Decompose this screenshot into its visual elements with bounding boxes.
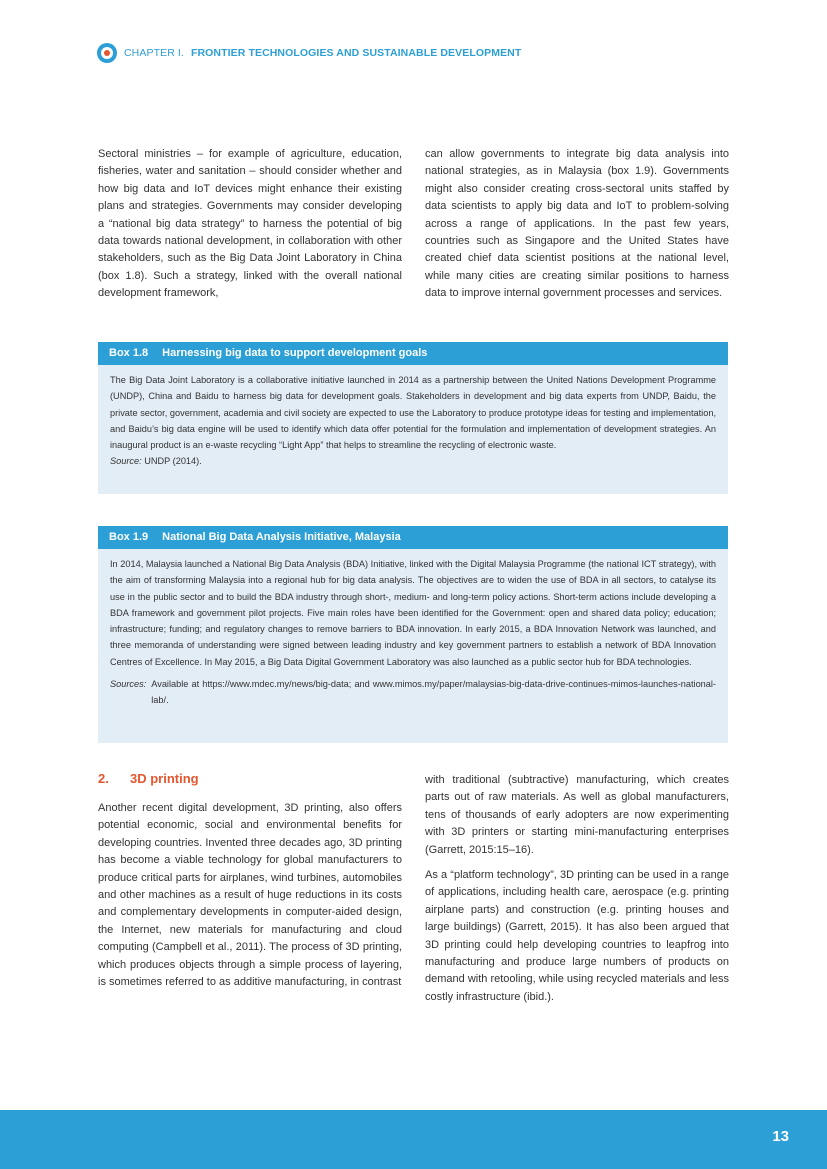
target-logo-icon bbox=[97, 43, 117, 63]
section-number: 2. bbox=[98, 771, 109, 786]
box-1-9-title: National Big Data Analysis Initiative, Malaysia bbox=[162, 531, 401, 543]
box-1-8-source-text: UNDP (2014). bbox=[144, 456, 202, 467]
chapter-title: FRONTIER TECHNOLOGIES AND SUSTAINABLE DEVELOPMENT bbox=[190, 47, 522, 59]
box-1-8-header bbox=[98, 342, 728, 365]
page-number: 13 bbox=[772, 1128, 789, 1145]
page-header bbox=[97, 42, 521, 64]
section-left-column bbox=[98, 800, 402, 999]
box-1-9-body: In 2014, Malaysia launched a National Big Data Analysis (BDA) Initiative, linked with the Digital Malaysia Programme (the national ICT strategy), with the aim of transforming Malaysia into a regional hub for big data analysis. The objectives are to widen the use of BDA in all sectors, to catalyse its use in the public sector and to build the BDA industry through short-, medium- and long-term policy actions. Short-term actions include developing a BDA framework and government pilot projects. Five main roles have been identified for the Government: open and shared data policy; education; infrastructure; funding; and regulatory changes to remove barriers to BDA innovation. In early 2015, a BDA Innovation Network was launched, and three memoranda of understanding were signed between leading industry and key government partners to establish a network of BDA Innovation Centres of Excellence. In May 2015, a Big Data Digital Government Laboratory was also launched as a public sector hub for BDA technologies. bbox=[110, 559, 716, 667]
page-footer bbox=[0, 1110, 827, 1169]
section-right-paragraph-1: with traditional (subtractive) manufacturing, which creates parts out of raw materials. As well as global manufacturers, tens of thousands of early adopters are now experimenting with 3D printers or starting mini-manufacturing enterprises (Garrett, 2015:15–16). bbox=[425, 774, 729, 856]
section-right-paragraph-2: As a “platform technology”, 3D printing can be used in a range of applications, including health care, aerospace (e.g. printing airplane parts) and construction (e.g. printing houses and large buildings) (Garrett, 2015). It has also been argued that 3D printing could help developing countries to leapfrog into manufacturing and produce large numbers of products on demand with retooling, while using recycled materials and less costly infrastructure (ibid.). bbox=[425, 869, 729, 1003]
box-1-9 bbox=[98, 526, 728, 743]
chapter-label: CHAPTER I. bbox=[124, 47, 184, 59]
intro-right-column bbox=[425, 146, 729, 311]
box-1-8-title: Harnessing big data to support development goals bbox=[162, 347, 428, 359]
section-left-paragraph: Another recent digital development, 3D printing, also offers potential economic, social and environmental benefits for developing countries. Invented three decades ago, 3D printing has become a viable technology for global manufacturers to produce critical parts for airplanes, wind turbines, automobiles and other machines as a result of huge reductions in its costs and complementary developments in computer-aided design, the Internet, new materials for manufacturing and cloud computing (Campbell et al., 2011). The process of 3D printing, which produces objects through a simple process of layering, is sometimes referred to as additive manufacturing, in contrast bbox=[98, 802, 402, 989]
box-1-9-header bbox=[98, 526, 728, 549]
box-1-9-source-text: Available at https://www.mdec.my/news/big-data; and www.mimos.my/paper/malaysias-big-data-drive-continues-mimos-launches-national-lab/. bbox=[151, 679, 716, 706]
intro-left-column bbox=[98, 146, 402, 311]
section-right-column bbox=[425, 772, 729, 1014]
box-1-8-source bbox=[110, 453, 716, 469]
box-1-9-source-label: Sources: bbox=[110, 679, 147, 690]
box-1-8 bbox=[98, 342, 728, 494]
box-1-9-sources bbox=[110, 676, 716, 709]
section-title: 3D printing bbox=[130, 771, 199, 786]
intro-right-paragraph: can allow governments to integrate big data analysis into national strategies, as in Malaysia (box 1.9). Governments might also consider creating cross-sectoral units staffed by data scientists to apply big data and IoT to problem-solving across a range of applications. In the past few years, countries such as Singapore and the United States have created chief data scientist positions at the national level, while many cities are creating similar positions to harness data to improve internal government processes and services. bbox=[425, 148, 729, 300]
box-1-9-number: Box 1.9 bbox=[109, 531, 149, 543]
box-1-8-number: Box 1.8 bbox=[109, 347, 149, 359]
box-1-8-source-label: Source: bbox=[110, 456, 142, 467]
box-1-8-body: The Big Data Joint Laboratory is a collaborative initiative launched in 2014 as a partnership between the United Nations Development Programme (UNDP), China and Baidu to harness big data for development goals. Stakeholders in development and big data experts from UNDP, Baidu, the private sector, government, academia and civil society are expected to use the Laboratory to produce prototype ideas for testing and implementation, and Baidu’s big data engine will be used to identify which data offer potential for the formulation and implementation of development strategies. An inaugural product is an e-waste recycling “Light App” that helps to streamline the recycling of electronic waste. bbox=[110, 375, 716, 451]
intro-left-paragraph: Sectoral ministries – for example of agriculture, education, fisheries, water and sanitation – should consider whether and how big data and IoT devices might enhance their existing plans and strategies. Governments may consider developing a “national big data strategy” to harness the potential of big data towards national development, in collaboration with other stakeholders, such as the Big Data Joint Laboratory in China (box 1.8). Such a strategy, linked with the overall national development framework, bbox=[98, 148, 402, 300]
section-heading bbox=[98, 771, 199, 786]
